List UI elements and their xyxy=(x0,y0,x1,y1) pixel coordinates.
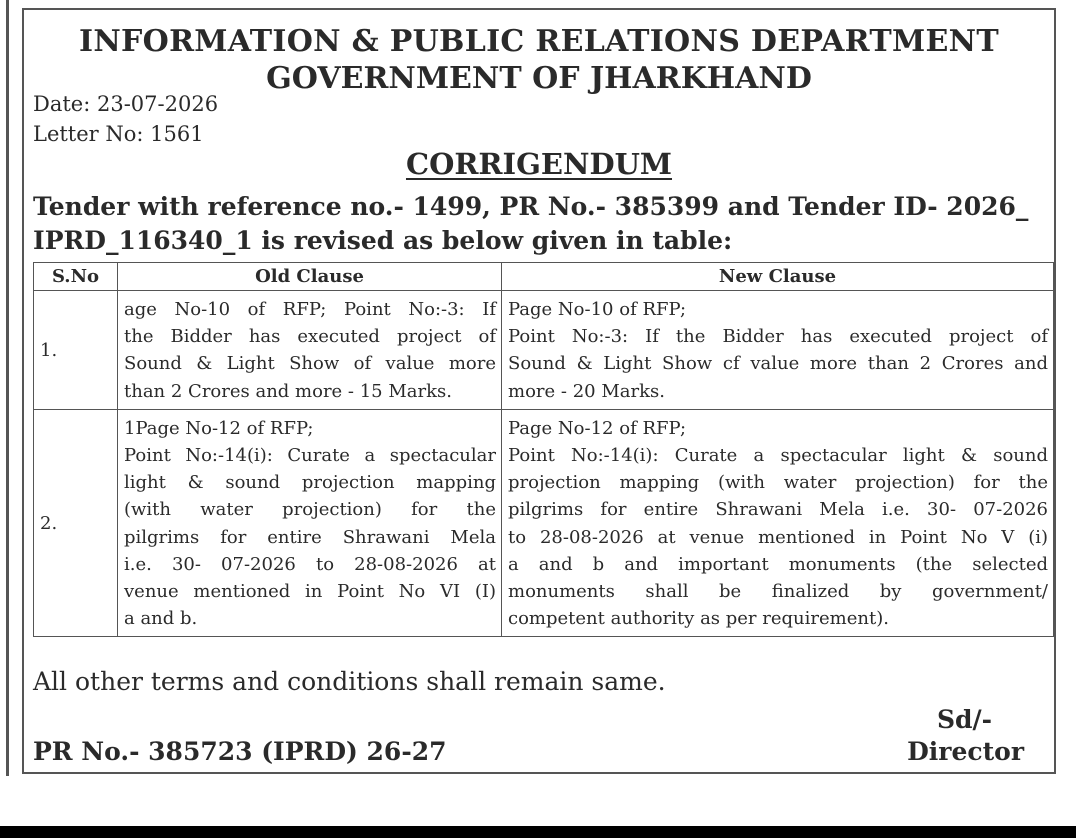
new-clause-line: competent authority as per requirement). xyxy=(508,608,889,630)
header-old-clause: Old Clause xyxy=(118,263,502,291)
new-clause-line: Point No:-14(i): Curate a spectacular light & sound xyxy=(508,445,1048,467)
header-sno: S.No xyxy=(34,263,118,291)
notice-date: Date: 23-07-2026 xyxy=(33,92,219,116)
corrigendum-title-text: CORRIGENDUM xyxy=(405,147,673,181)
terms-note: All other terms and conditions shall remain same. xyxy=(33,667,666,696)
letter-number: Letter No: 1561 xyxy=(33,122,204,146)
old-clause-line: than 2 Crores and more - 15 Marks. xyxy=(124,380,452,402)
old-clause-line: 1Page No-12 of RFP; xyxy=(124,417,314,439)
clause-table-header-row xyxy=(34,263,1054,291)
corrigendum-title xyxy=(24,147,1054,181)
header-new-clause: New Clause xyxy=(502,263,1054,291)
old-clause-line: venue mentioned in Point No VI (I) xyxy=(124,581,496,603)
tender-intro-line-1: Tender with reference no.- 1499, PR No.- 385399 and Tender ID- 2026_ xyxy=(33,192,1029,221)
tender-intro-line-2: IPRD_116340_1 is revised as below given in table: xyxy=(33,226,733,255)
new-clause-line: Point No:-3: If the Bidder has executed project of xyxy=(508,326,1048,348)
old-clause-line: Point No:-14(i): Curate a spectacular xyxy=(124,445,496,467)
department-heading: INFORMATION & PUBLIC RELATIONS DEPARTMENT xyxy=(78,24,999,59)
new-clause-line: Page No-10 of RFP; xyxy=(508,299,687,320)
row-sno: 1. xyxy=(34,291,118,410)
new-clause-line: to 28-08-2026 at venue mentioned in Point No V (i) xyxy=(508,526,1048,548)
bottom-bar xyxy=(0,826,1076,838)
old-clause-line: a and b. xyxy=(124,608,198,630)
old-clause-cell xyxy=(118,291,502,410)
government-heading: GOVERNMENT OF JHARKHAND xyxy=(266,61,812,96)
signatory-designation: Director xyxy=(907,737,1024,766)
clause-table xyxy=(33,262,1054,637)
new-clause-line: monuments shall be finalized by government/ xyxy=(508,581,1048,603)
old-clause-line: pilgrims for entire Shrawani Mela xyxy=(124,526,496,548)
pr-number: PR No.- 385723 (IPRD) 26-27 xyxy=(33,737,447,766)
table-row xyxy=(34,291,1054,410)
new-clause-cell xyxy=(502,291,1054,410)
old-clause-line: Sound & Light Show of value more xyxy=(124,353,496,375)
new-clause-line: projection mapping (with water projection) for the xyxy=(508,472,1048,494)
old-clause-line: (with water projection) for the xyxy=(124,499,496,521)
new-clause-line: Sound & Light Show cf value more than 2 Crores and xyxy=(508,353,1048,375)
tender-intro xyxy=(33,190,1043,258)
old-clause-line: light & sound projection mapping xyxy=(124,472,496,494)
new-clause-line: Page No-12 of RFP; xyxy=(508,417,687,439)
new-clause-cell xyxy=(502,409,1054,637)
old-clause-line: age No-10 of RFP; Point No:-3: If xyxy=(124,299,496,320)
table-row xyxy=(34,409,1054,637)
row-sno: 2. xyxy=(34,409,118,637)
new-clause-line: a and b and important monuments (the selected xyxy=(508,553,1048,575)
signature-mark: Sd/- xyxy=(936,705,992,734)
new-clause-line: more - 20 Marks. xyxy=(508,380,665,402)
page-left-border xyxy=(6,0,9,776)
new-clause-line: pilgrims for entire Shrawani Mela i.e. 30- 07-2026 xyxy=(508,499,1048,521)
old-clause-line: i.e. 30- 07-2026 to 28-08-2026 at xyxy=(124,553,496,575)
old-clause-line: the Bidder has executed project of xyxy=(124,326,496,348)
corrigendum-notice xyxy=(22,8,1056,774)
old-clause-cell xyxy=(118,409,502,637)
